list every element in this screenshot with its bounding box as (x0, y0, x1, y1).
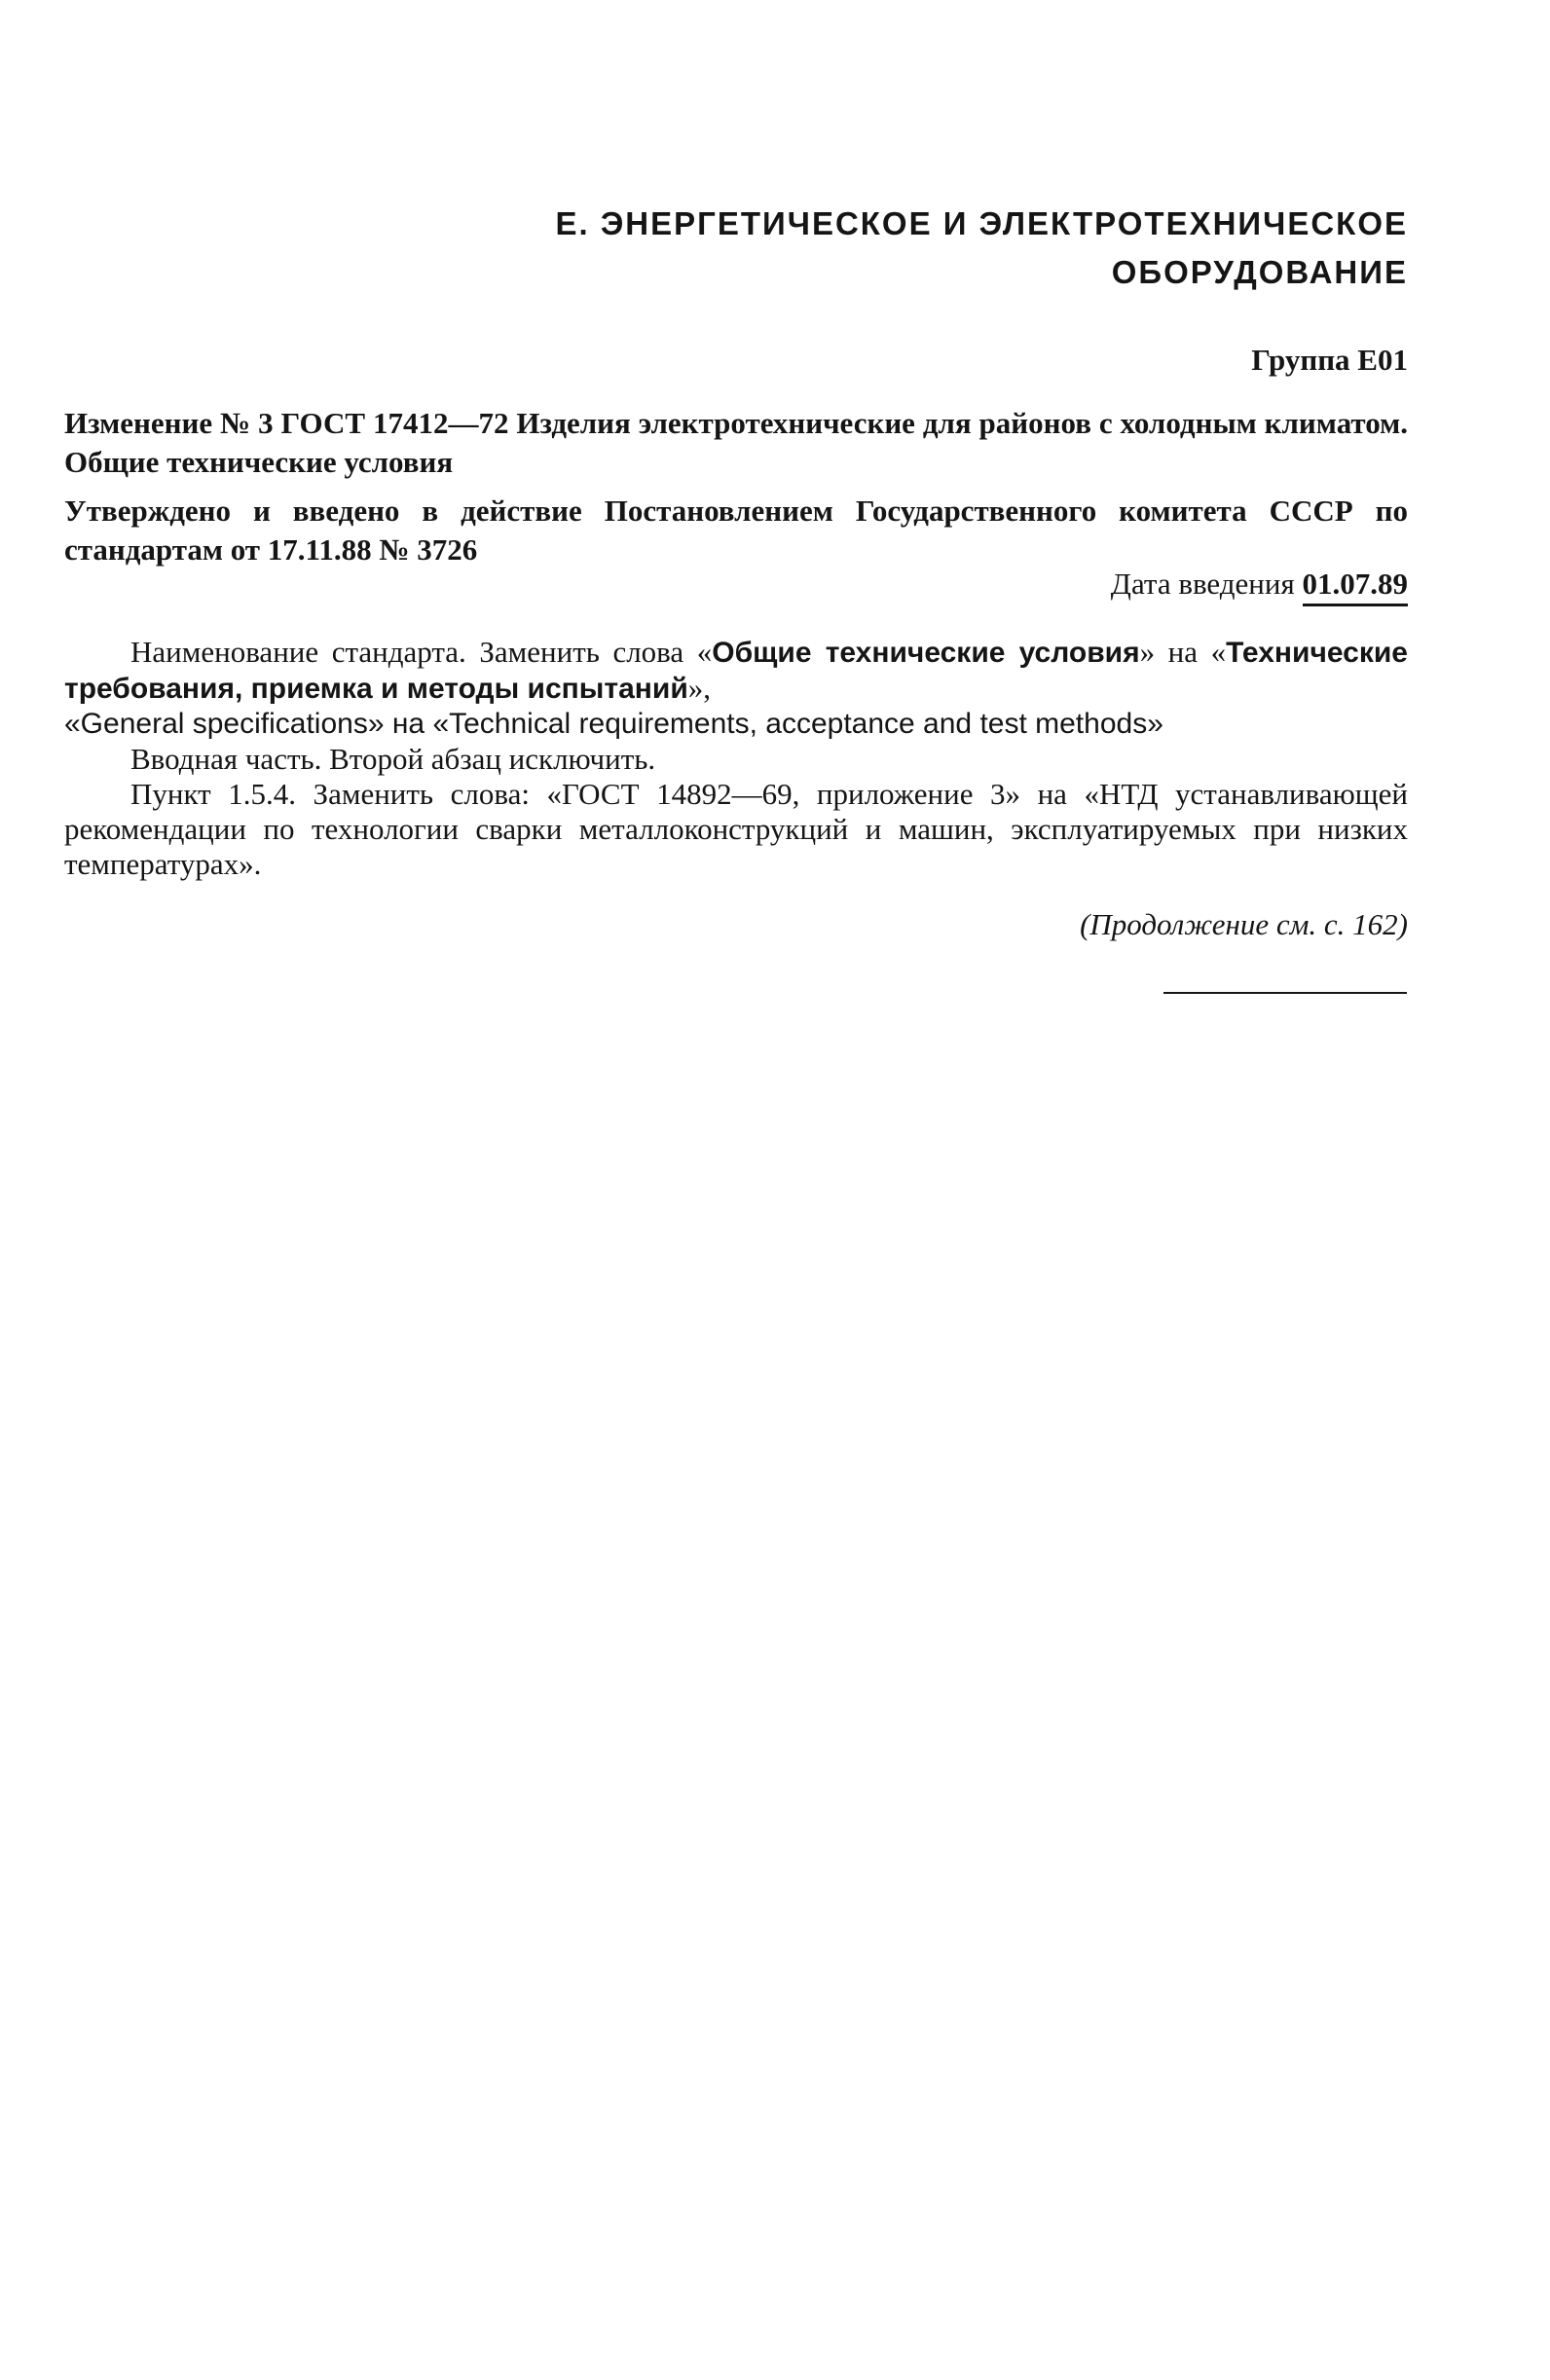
text-bold-fragment: Технические требования, приемка и методы испытаний (64, 637, 1408, 705)
section-heading-line-2: ОБОРУДОВАНИЕ (1111, 254, 1408, 290)
change-title: Изменение № 3 ГОСТ 17412—72 Изделия электротехнические для районов с холодным климатом. Общие технические условия (64, 406, 1408, 479)
paragraph-english-title: «General specifications» на «Technical requirements, acceptance and test methods» (64, 708, 1163, 740)
continuation-note: (Продолжение см. с. 162) (1080, 907, 1408, 941)
text-fragment: Наименование стандарта. Заменить слова « (130, 635, 713, 669)
text-bold-fragment: Общие технические условия (712, 637, 1140, 669)
section-heading (555, 200, 1408, 297)
introduction-date (1111, 565, 1408, 604)
group-label: Группа Е01 (1251, 343, 1408, 377)
footer-rule (1163, 992, 1407, 994)
change-body (64, 635, 1408, 882)
paragraph-title-change (64, 635, 1408, 707)
text-fragment: » на « (1139, 635, 1227, 669)
section-heading-line-1: Е. ЭНЕРГЕТИЧЕСКОЕ И ЭЛЕКТРОТЕХНИЧЕСКОЕ (555, 205, 1408, 241)
introduction-date-label: Дата введения (1110, 567, 1295, 601)
approval-statement: Утверждено и введено в действие Постановлением Государственного комитета СССР по стандартам от 17.11.88 № 3726 (64, 494, 1408, 567)
paragraph-clause-154: Пункт 1.5.4. Заменить слова: «ГОСТ 14892—69, приложение 3» на «НТД устанавливающей рекомендации по технологии сварки металлоконструкций и машин, эксплуатируемых при низких температурах». (64, 777, 1408, 881)
introduction-date-value: 01.07.89 (1303, 567, 1409, 606)
text-fragment: », (687, 671, 712, 705)
paragraph-intro-part: Вводная часть. Второй абзац исключить. (130, 742, 656, 776)
